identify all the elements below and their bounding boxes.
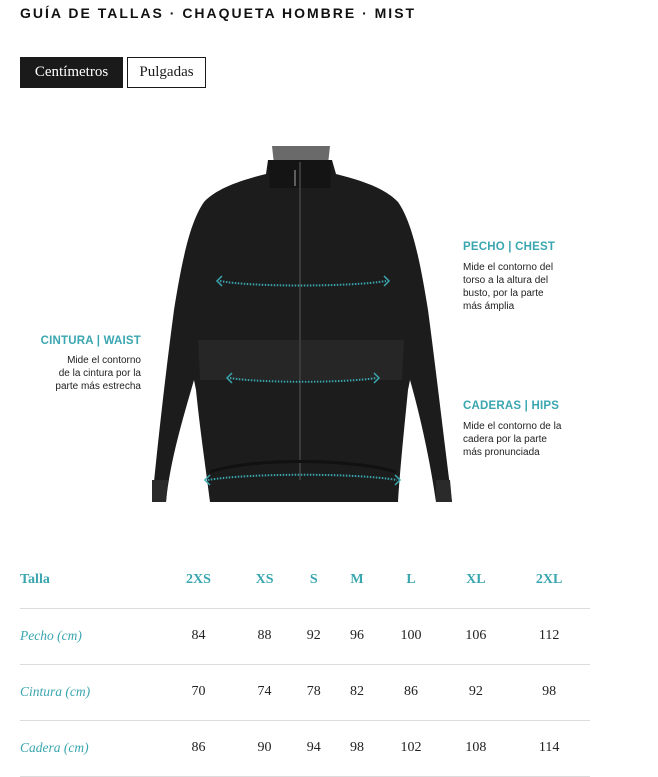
hips-label-title: CADERAS | HIPS	[463, 400, 560, 412]
table-cell: 108	[465, 740, 487, 755]
size-table	[20, 552, 590, 777]
chest-desc-line: más ámplia	[463, 301, 515, 312]
waist-desc-line: de la cintura por la	[58, 368, 141, 379]
jacket-shape	[152, 160, 452, 502]
table-cell: 98	[542, 684, 557, 699]
unit-toggle	[20, 57, 206, 88]
size-column-header: 2XS	[185, 571, 211, 587]
row-label-chest: Pecho (cm)	[20, 628, 82, 643]
chest-desc-line: Mide el contorno del	[463, 262, 554, 273]
table-cell: 102	[400, 740, 422, 755]
size-column-header: M	[350, 571, 364, 587]
table-cell: 84	[191, 628, 206, 643]
waist-desc-line: Mide el contorno	[67, 355, 141, 366]
size-column-header: XS	[255, 571, 274, 587]
table-cell: 112	[538, 628, 560, 643]
hips-desc-line: cadera por la parte	[463, 434, 547, 445]
table-cell: 96	[350, 628, 364, 643]
size-column-header: XL	[466, 571, 486, 587]
row-label-hips: Cadera (cm)	[20, 740, 89, 755]
size-column-header: 2XL	[535, 571, 563, 587]
jacket-measurement-figure	[0, 140, 658, 510]
size-header-label: Talla	[20, 571, 50, 587]
table-cell: 92	[468, 684, 483, 699]
table-cell: 94	[306, 740, 321, 755]
table-cell: 92	[306, 628, 321, 643]
centimeters-tab[interactable]: Centímetros	[20, 57, 123, 88]
cuff-right	[436, 480, 452, 502]
table-cell: 90	[257, 740, 272, 755]
chest-desc-line: busto, por la parte	[463, 288, 544, 299]
chest-label-title: PECHO | CHEST	[463, 241, 556, 253]
table-cell: 70	[191, 684, 206, 699]
table-cell: 74	[257, 684, 272, 699]
page-title: GUÍA DE TALLAS · CHAQUETA HOMBRE · MIST	[20, 5, 417, 21]
table-cell: 78	[306, 684, 321, 699]
table-row	[20, 608, 590, 664]
table-cell: 88	[257, 628, 272, 643]
waist-desc-line: parte más estrecha	[55, 381, 141, 392]
table-cell: 100	[400, 628, 422, 643]
table-row	[20, 720, 590, 776]
chest-desc-line: torso a la altura del	[463, 275, 549, 286]
size-column-header: L	[406, 571, 416, 587]
table-cell: 86	[404, 684, 419, 699]
table-cell: 106	[465, 628, 487, 643]
row-label-waist: Cintura (cm)	[20, 684, 91, 699]
hips-desc-line: Mide el contorno de la	[463, 421, 562, 432]
table-row	[20, 664, 590, 720]
waist-label-title: CINTURA | WAIST	[40, 335, 141, 347]
inches-tab[interactable]: Pulgadas	[127, 57, 206, 88]
size-column-header: S	[309, 571, 318, 587]
table-cell: 114	[538, 740, 560, 755]
table-cell: 86	[191, 740, 206, 755]
size-header-row	[20, 552, 590, 608]
table-cell: 82	[350, 684, 364, 699]
table-cell: 98	[350, 740, 364, 755]
cuff-left	[152, 480, 168, 502]
hips-desc-line: más pronunciada	[463, 447, 540, 458]
